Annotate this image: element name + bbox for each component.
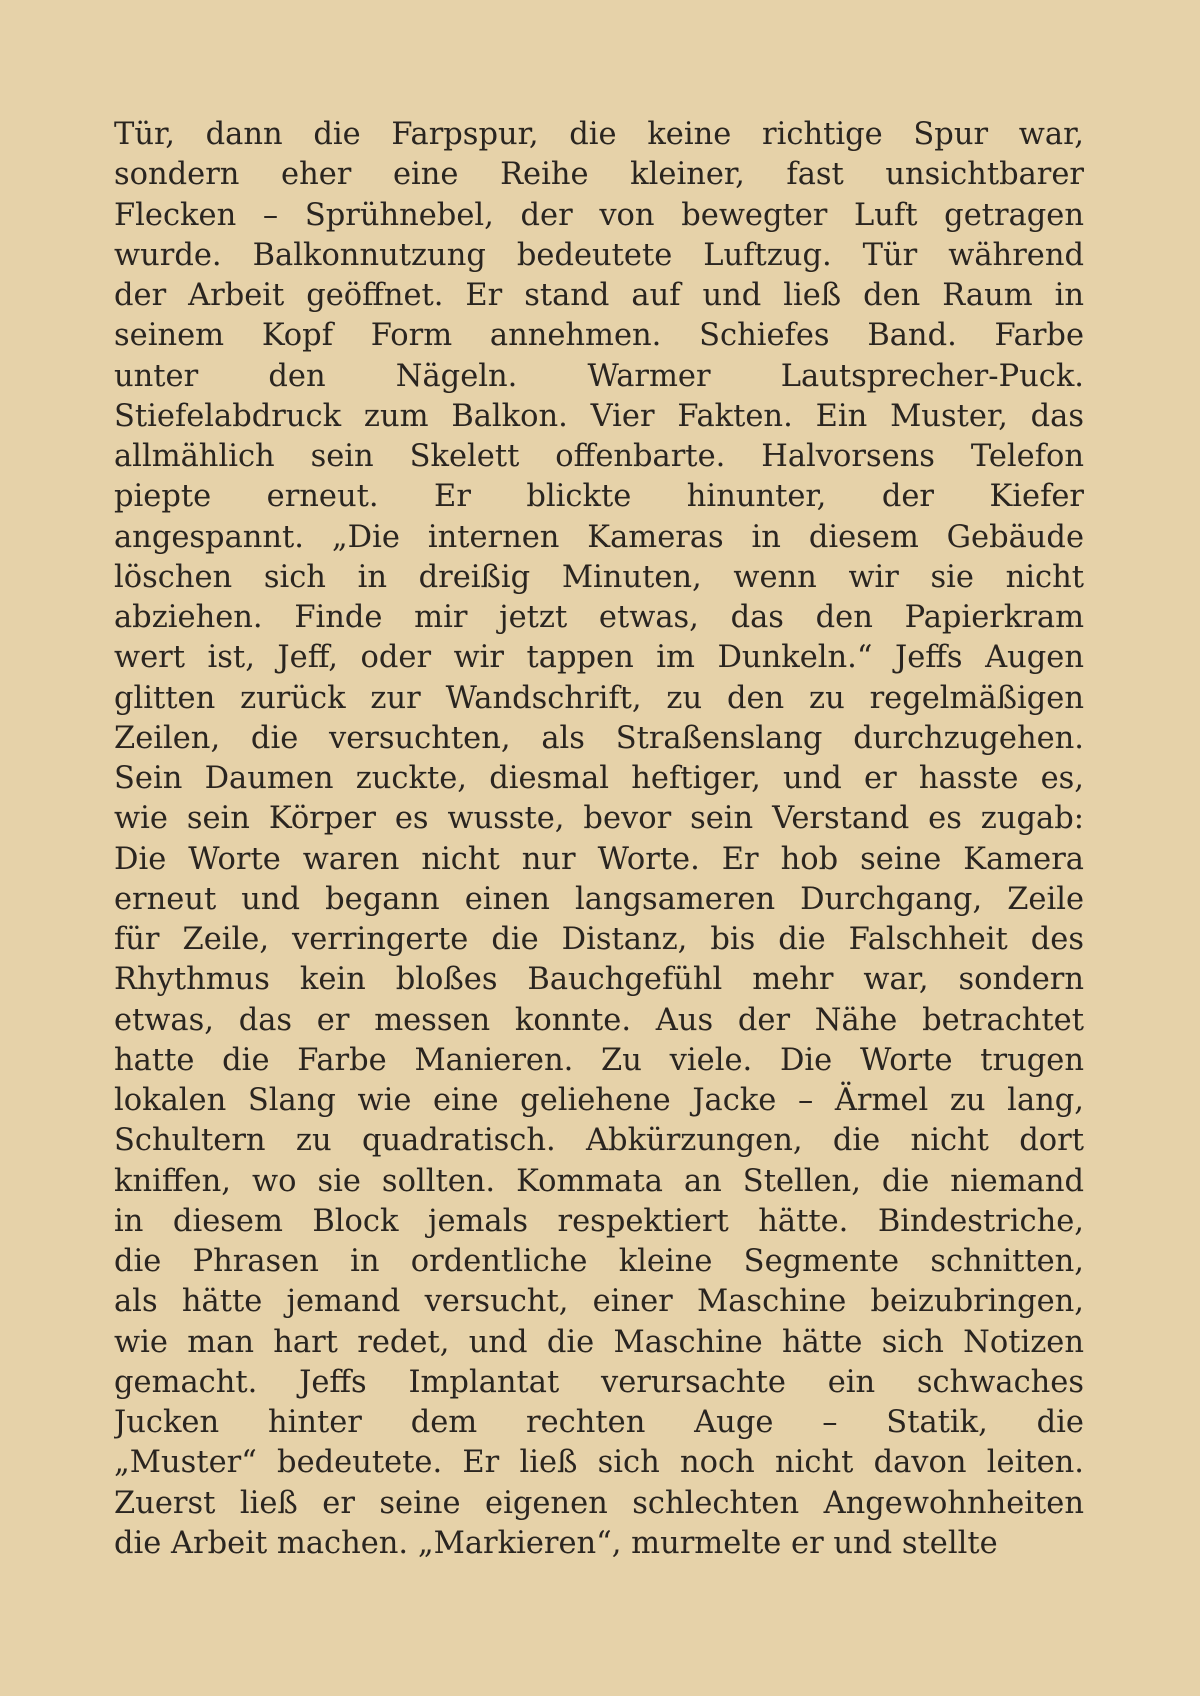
text-line: für Zeile, verringerte die Distanz, bis die Falschheit des [114,922,1084,957]
text-line: löschen sich in dreißig Minuten, wenn wir sie nicht [114,559,1084,595]
text-line: wie man hart redet, und die Maschine hätte sich Notizen [114,1324,1084,1360]
text-line: Flecken – Sprühnebel, der von bewegter Luft getragen [114,197,1084,233]
text-line: Tür, dann die Farpspur, die keine richtige Spur war, [114,117,1084,152]
text-line: etwas, das er messen konnte. Aus der Nähe betrachtet [114,1002,1084,1038]
text-line: wie sein Körper es wusste, bevor sein Verstand es zugab: [114,801,1084,837]
text-line: Jucken hinter dem rechten Auge – Statik, die [114,1405,1084,1440]
text-line: abziehen. Finde mir jetzt etwas, das den Papierkram [114,600,1084,635]
text-line: in diesem Block jemals respektiert hätte. Bindestriche, [114,1203,1084,1239]
text-line: allmählich sein Skelett offenbarte. Halvorsens Telefon [114,439,1084,474]
text-line: wert ist, Jeff, oder wir tappen im Dunkeln.“ Jeffs Augen [114,640,1084,676]
text-line: sondern eher eine Reihe kleiner, fast unsichtbarer [114,157,1084,193]
text-line: erneut und begann einen langsameren Durchgang, Zeile [114,881,1084,917]
text-line: Zuerst ließ er seine eigenen schlechten Angewohnheiten [114,1485,1084,1521]
text-line: Sein Daumen zuckte, diesmal heftiger, und er hasste es, [114,761,1084,796]
text-line: piepte erneut. Er blickte hinunter, der Kiefer [114,479,1084,515]
text-line: angespannt. „Die internen Kameras in diesem Gebäude [114,519,1084,555]
text-line: unter den Nägeln. Warmer Lautsprecher-Puck. [114,358,1084,394]
text-line: hatte die Farbe Manieren. Zu viele. Die Worte trugen [114,1042,1084,1078]
text-line: als hätte jemand versucht, einer Maschine beizubringen, [114,1284,1084,1320]
text-line: Die Worte waren nicht nur Worte. Er hob seine Kamera [114,841,1084,877]
text-line: Zeilen, die versuchten, als Straßenslang durchzugehen. [114,720,1084,756]
text-line: kniffen, wo sie sollten. Kommata an Stellen, die niemand [114,1163,1084,1199]
text-line: Schultern zu quadratisch. Abkürzungen, die nicht dort [114,1123,1084,1159]
text-line: Rhythmus kein bloßes Bauchgefühl mehr war, sondern [114,962,1084,998]
text-line: wurde. Balkonnutzung bedeutete Luftzug. Tür während [114,237,1084,273]
body-text [114,115,1084,1564]
text-line: die Arbeit machen. „Markieren“, murmelte er und stellte [114,1525,998,1561]
text-line: glitten zurück zur Wandschrift, zu den zu regelmäßigen [114,680,1084,716]
text-line: der Arbeit geöffnet. Er stand auf und ließ den Raum in [114,278,1084,313]
text-line: seinem Kopf Form annehmen. Schiefes Band. Farbe [114,318,1084,354]
text-line: gemacht. Jeffs Implantat verursachte ein schwaches [114,1364,1084,1400]
text-line: Stiefelabdruck zum Balkon. Vier Fakten. Ein Muster, das [114,398,1084,434]
text-line: lokalen Slang wie eine geliehene Jacke – Ärmel zu lang, [114,1083,1084,1118]
text-line: die Phrasen in ordentliche kleine Segmente schnitten, [114,1244,1084,1279]
text-line: „Muster“ bedeutete. Er ließ sich noch nicht davon leiten. [114,1445,1084,1481]
